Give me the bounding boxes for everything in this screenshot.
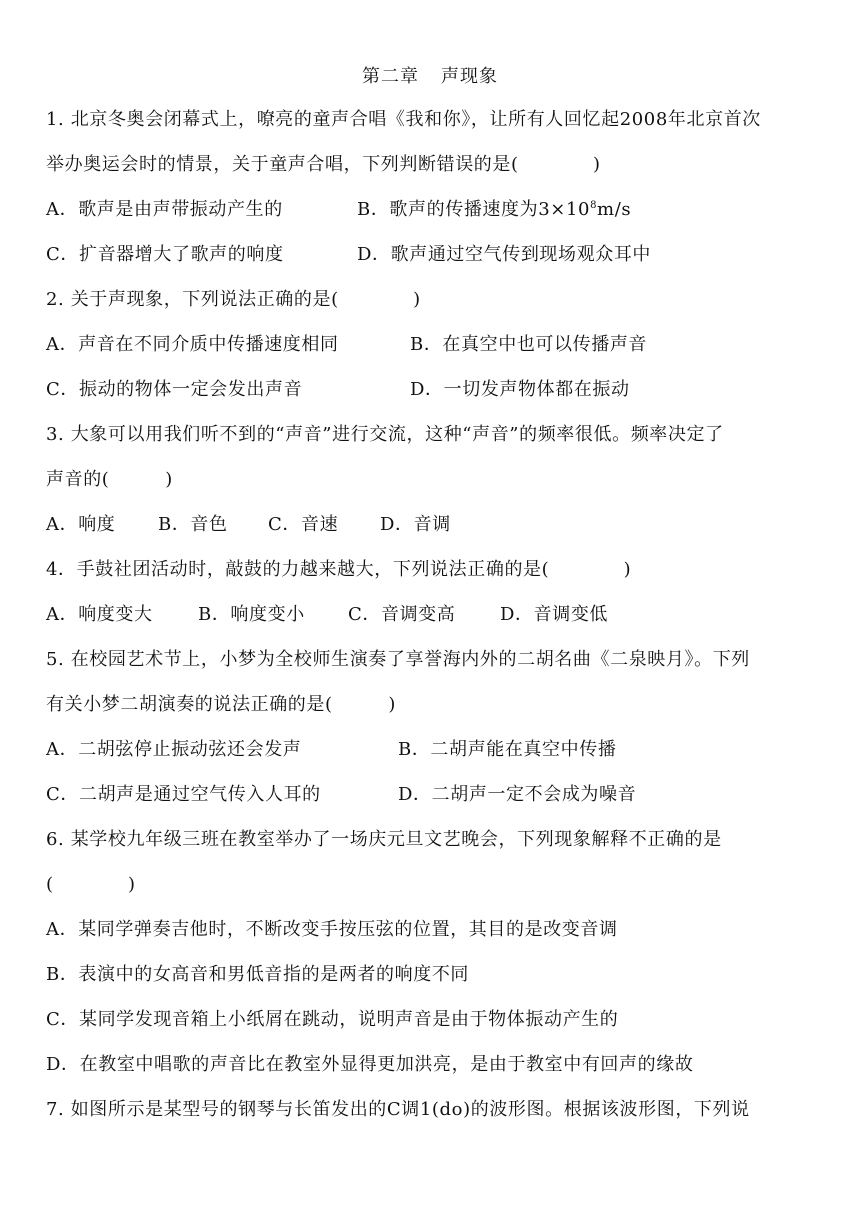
q1-option-b-exponent: 8: [590, 200, 598, 211]
q5-option-b: B．二胡声能在真空中传播: [398, 739, 617, 760]
q4-option-d: D．音调变低: [500, 604, 609, 625]
q2-option-b: B．在真空中也可以传播声音: [410, 334, 648, 355]
chapter-name: 声现象: [441, 66, 498, 87]
q6-option-c: C．某同学发现音箱上小纸屑在跳动，说明声音是由于物体振动产生的: [46, 1009, 619, 1030]
q6-option-a: A．某同学弹奏吉他时，不断改变手按压弦的位置，其目的是改变音调: [46, 919, 618, 940]
chapter-title: [0, 62, 860, 88]
chapter-number: 第二章: [362, 66, 419, 87]
q5-option-c: C．二胡声是通过空气传入人耳的: [46, 784, 321, 805]
q3-option-b: B．音色: [158, 514, 228, 535]
q4-option-a: A．响度变大: [46, 604, 153, 625]
q3-option-c: C．音速: [268, 514, 339, 535]
q5-option-d: D．二胡声一定不会成为噪音: [398, 784, 637, 805]
q1-option-d: D．歌声通过空气传到现场观众耳中: [357, 244, 652, 265]
q3-stem-line1: 3. 大象可以用我们听不到的“声音”进行交流，这种“声音”的频率很低。频率决定了: [46, 424, 724, 445]
q3-option-d: D．音调: [380, 514, 451, 535]
q5-stem-line1: 5. 在校园艺术节上，小梦为全校师生演奏了享誉海内外的二胡名曲《二泉映月》。下列: [46, 649, 750, 670]
q5-option-a: A．二胡弦停止振动弦还会发声: [46, 739, 302, 760]
q4-option-b: B．响度变小: [198, 604, 305, 625]
q1-option-a: A．歌声是由声带振动产生的: [46, 199, 283, 220]
q6-option-b: B．表演中的女高音和男低音指的是两者的响度不同: [46, 964, 470, 985]
q3-stem-line2: 声音的( ): [46, 469, 173, 490]
q5-stem-line2: 有关小梦二胡演奏的说法正确的是( ): [46, 694, 397, 715]
q4-option-c: C．音调变高: [348, 604, 456, 625]
q1-option-b-text: B．歌声的传播速度为3×10: [357, 199, 591, 220]
q1-option-b-unit: m/s: [597, 199, 632, 220]
q7-stem-line1: 7. 如图所示是某型号的钢琴与长笛发出的C调1(do)的波形图。根据该波形图，下列说: [46, 1099, 750, 1120]
q4-stem-line1: 4．手鼓社团活动时，敲鼓的力越来越大，下列说法正确的是( ): [46, 559, 632, 580]
q2-option-c: C．振动的物体一定会发出声音: [46, 379, 303, 400]
q6-stem-line2: ( ): [46, 874, 136, 895]
q1-stem-line1: 1. 北京冬奥会闭幕式上，嘹亮的童声合唱《我和你》，让所有人回忆起2008年北京首次: [46, 109, 761, 130]
q1-stem-line2: 举办奥运会时的情景，关于童声合唱，下列判断错误的是( ): [46, 154, 601, 175]
q3-option-a: A．响度: [46, 514, 116, 535]
q2-option-d: D．一切发声物体都在振动: [410, 379, 630, 400]
q1-option-b: [357, 198, 631, 222]
q6-option-d: D．在教室中唱歌的声音比在教室外显得更加洪亮，是由于教室中有回声的缘故: [46, 1054, 694, 1075]
q6-stem-line1: 6. 某学校九年级三班在教室举办了一场庆元旦文艺晚会，下列现象解释不正确的是: [46, 829, 722, 850]
q2-option-a: A．声音在不同介质中传播速度相同: [46, 334, 339, 355]
q2-stem-line1: 2. 关于声现象，下列说法正确的是( ): [46, 289, 421, 310]
q1-option-c: C．扩音器增大了歌声的响度: [46, 244, 284, 265]
